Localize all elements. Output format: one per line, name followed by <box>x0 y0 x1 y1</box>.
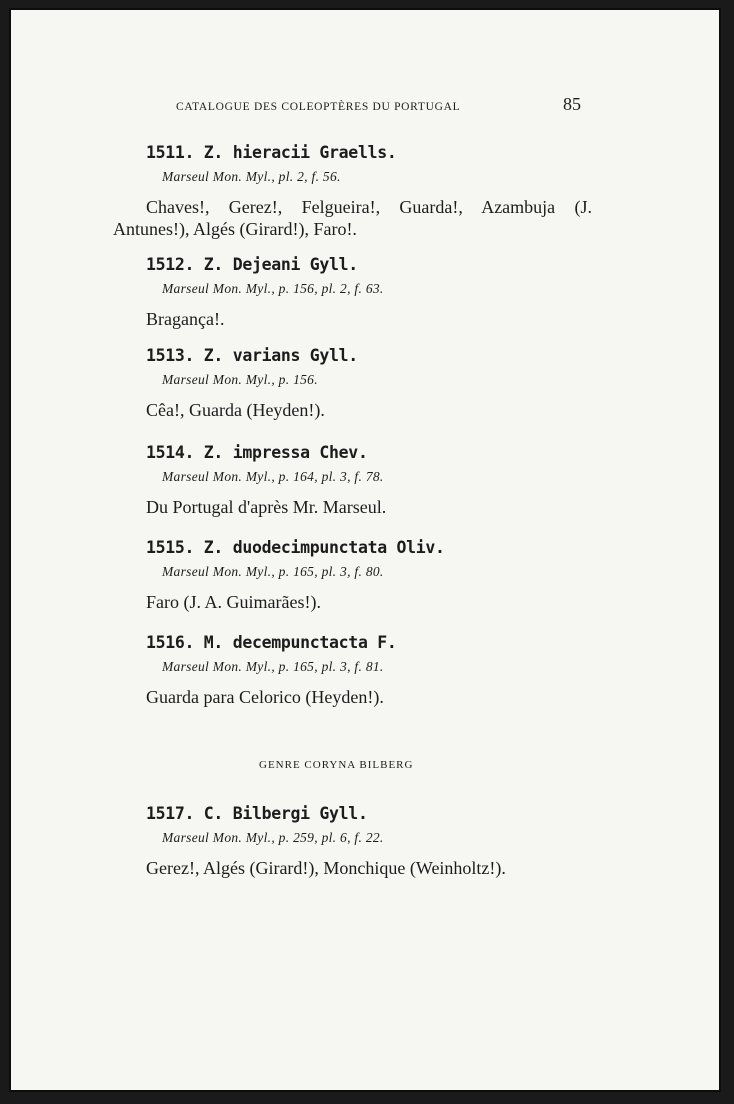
entry-reference: Marseul Mon. Myl., p. 164, pl. 3, f. 78. <box>162 469 384 484</box>
entry-localities: Du Portugal d'après Mr. Marseul. <box>146 497 387 517</box>
entry-1511 <box>113 142 606 240</box>
entry-localities: Gerez!, Algés (Girard!), Monchique (Weinholtz!). <box>146 858 506 878</box>
entry-1512 <box>146 254 606 330</box>
entry-title: 1513. Z. varians Gyll. <box>146 346 358 365</box>
entry-reference: Marseul Mon. Myl., p. 156. <box>162 372 318 387</box>
book-page <box>9 8 721 1092</box>
entry-title: 1516. M. decempunctacta F. <box>146 633 397 652</box>
entry-1515 <box>146 537 606 613</box>
entry-title: 1512. Z. Dejeani Gyll. <box>146 255 358 274</box>
entry-localities: Guarda para Celorico (Heyden!). <box>146 687 384 707</box>
entry-1517 <box>146 803 606 879</box>
entry-reference: Marseul Mon. Myl., p. 165, pl. 3, f. 81. <box>162 659 384 674</box>
entry-reference: Marseul Mon. Myl., p. 259, pl. 6, f. 22. <box>162 830 384 845</box>
entry-reference: Marseul Mon. Myl., p. 156, pl. 2, f. 63. <box>162 281 384 296</box>
entry-title: 1511. Z. hieracii Graells. <box>146 143 397 162</box>
entry-reference: Marseul Mon. Myl., p. 165, pl. 3, f. 80. <box>162 564 384 579</box>
entry-localities: Cêa!, Guarda (Heyden!). <box>146 400 325 420</box>
entry-title: 1517. C. Bilbergi Gyll. <box>146 804 368 823</box>
genre-heading: GENRE CORYNA BILBERG <box>259 759 414 771</box>
entry-1514 <box>146 442 606 518</box>
entry-localities: Faro (J. A. Guimarães!). <box>146 592 321 612</box>
page-number: 85 <box>563 94 581 114</box>
entry-title: 1515. Z. duodecimpunctata Oliv. <box>146 538 445 557</box>
entry-localities: Chaves!, Gerez!, Felgueira!, Guarda!, Azambuja (J. Antunes!), Algés (Girard!), Faro!. <box>113 197 592 239</box>
entry-1516 <box>146 632 606 708</box>
entry-reference: Marseul Mon. Myl., pl. 2, f. 56. <box>162 169 341 184</box>
entry-title: 1514. Z. impressa Chev. <box>146 443 368 462</box>
running-header: CATALOGUE DES COLEOPTÈRES DU PORTUGAL <box>176 101 461 113</box>
entry-localities: Bragança!. <box>146 309 225 329</box>
entry-1513 <box>146 345 606 421</box>
